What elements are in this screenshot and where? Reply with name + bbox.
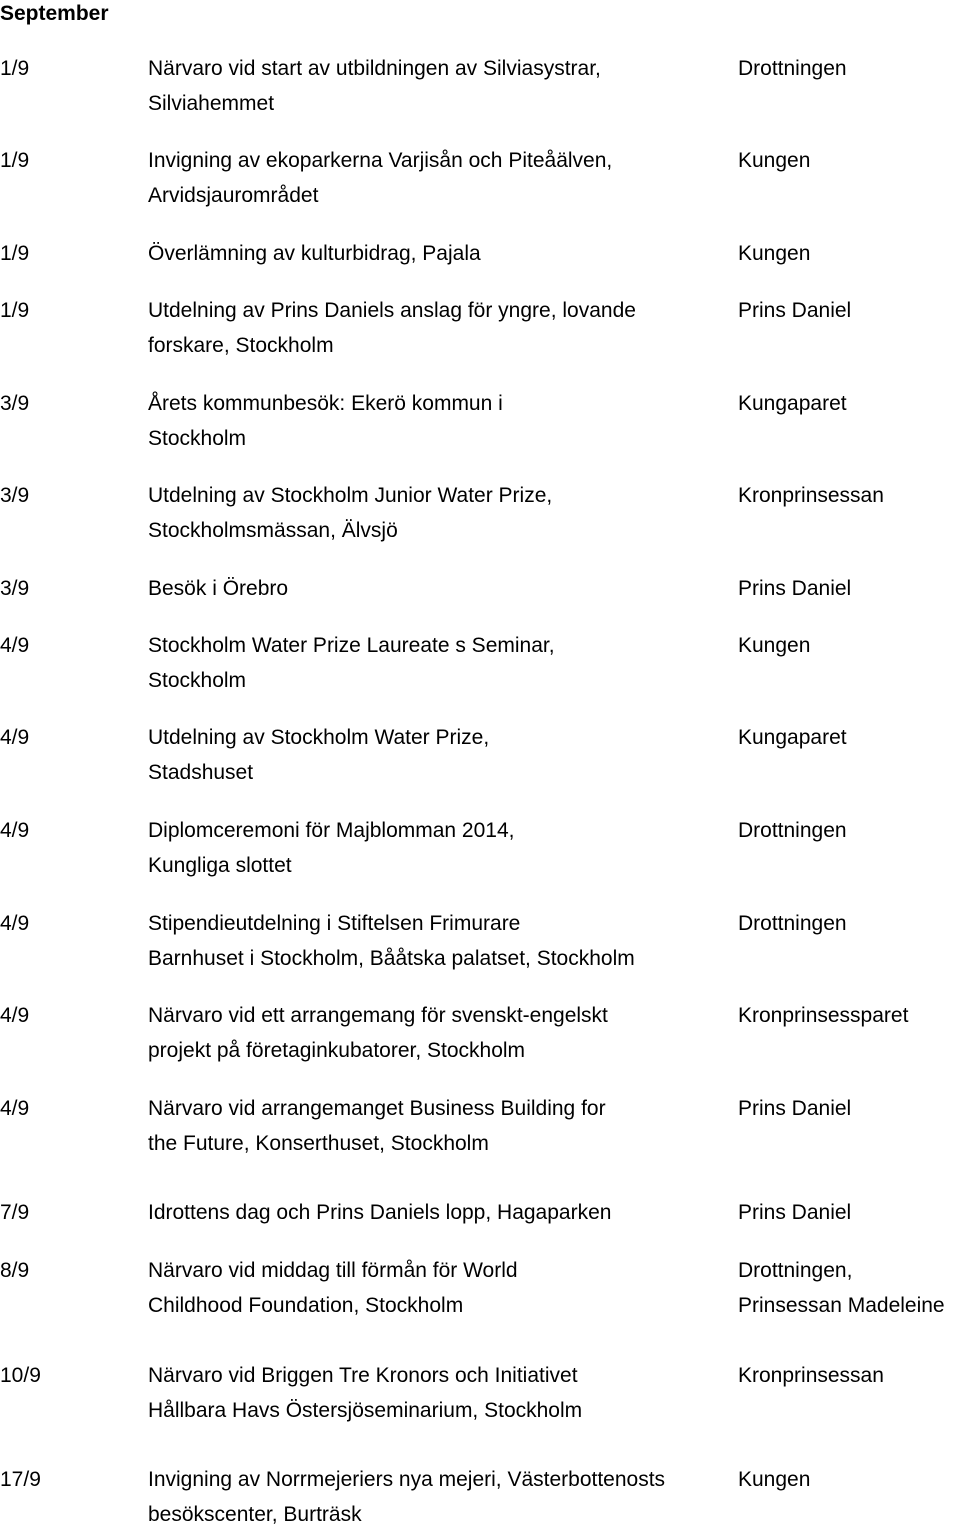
event-attendee-line: Prins Daniel [738, 577, 852, 600]
event-attendee-line: Prins Daniel [738, 299, 852, 322]
event-description-line: Utdelning av Stockholm Water Prize, [148, 726, 490, 749]
event-description-line: Närvaro vid start av utbildningen av Silviasystrar, [148, 57, 601, 80]
event-attendee [738, 1462, 960, 1497]
event-attendee-line: Kungen [738, 149, 811, 172]
event-description [148, 1195, 733, 1230]
event-date: 4/9 [0, 726, 30, 749]
event-description-line: Utdelning av Stockholm Junior Water Prize, [148, 484, 553, 507]
event-description [148, 1091, 733, 1161]
event-attendee-line: Kronprinsessan [738, 484, 884, 507]
event-attendee-line: Prinsessan Madeleine [738, 1294, 945, 1317]
event-description [148, 386, 733, 456]
event-attendee [738, 813, 960, 848]
event-attendee-line: Kungen [738, 242, 811, 265]
event-description-line: the Future, Konserthuset, Stockholm [148, 1132, 489, 1155]
event-description-line: Besök i Örebro [148, 577, 289, 600]
event-description-line: Invigning av Norrmejeriers nya mejeri, Västerbottenosts [148, 1468, 666, 1491]
event-attendee-line: Prins Daniel [738, 1201, 852, 1224]
event-attendee-line: Kungaparet [738, 392, 847, 415]
event-attendee-line: Drottningen [738, 57, 847, 80]
event-date: 10/9 [0, 1364, 41, 1387]
event-attendee [738, 628, 960, 663]
event-description-line: Invigning av ekoparkerna Varjisån och Piteåälven, [148, 149, 613, 172]
event-description-line: Stadshuset [148, 761, 254, 784]
event-attendee [738, 1195, 960, 1230]
event-date: 4/9 [0, 819, 30, 842]
event-description-line: Silviahemmet [148, 92, 275, 115]
event-date: 3/9 [0, 484, 30, 507]
event-description-line: Närvaro vid ett arrangemang för svenskt-engelskt [148, 1004, 608, 1027]
event-description [148, 1462, 733, 1532]
event-date: 1/9 [0, 149, 30, 172]
event-description-line: Överlämning av kulturbidrag, Pajala [148, 242, 481, 265]
event-description-line: Närvaro vid arrangemanget Business Building for [148, 1097, 606, 1120]
event-description-line: Stockholm Water Prize Laureate s Seminar, [148, 634, 555, 657]
event-description-line: besökscenter, Burträsk [148, 1503, 362, 1526]
event-attendee-line: Kungen [738, 634, 811, 657]
event-attendee [738, 478, 960, 513]
event-description [148, 998, 733, 1068]
event-description-line: Arvidsjaurområdet [148, 184, 319, 207]
event-description-line: projekt på företaginkubatorer, Stockholm [148, 1039, 526, 1062]
event-date: 1/9 [0, 57, 30, 80]
event-attendee [738, 143, 960, 178]
event-description-line: Stockholmsmässan, Älvsjö [148, 519, 398, 542]
event-description-line: Stockholm [148, 427, 247, 450]
event-description [148, 906, 733, 976]
event-description [148, 1253, 733, 1323]
event-attendee [738, 51, 960, 86]
event-attendee [738, 1253, 960, 1323]
event-attendee-line: Drottningen [738, 819, 847, 842]
event-description [148, 293, 733, 363]
event-description [148, 143, 733, 213]
event-description-line: Årets kommunbesök: Ekerö kommun i [148, 392, 503, 415]
event-description-line: Hållbara Havs Östersjöseminarium, Stockholm [148, 1399, 583, 1422]
event-attendee [738, 236, 960, 271]
event-attendee-line: Kronprinsessan [738, 1364, 884, 1387]
event-description-line: Diplomceremoni för Majblomman 2014, [148, 819, 515, 842]
event-date: 4/9 [0, 634, 30, 657]
event-date: 1/9 [0, 242, 30, 265]
event-attendee-line: Kungaparet [738, 726, 847, 749]
event-description-line: Idrottens dag och Prins Daniels lopp, Hagaparken [148, 1201, 612, 1224]
event-date: 4/9 [0, 912, 30, 935]
event-description-line: Närvaro vid middag till förmån för World [148, 1259, 518, 1282]
event-description [148, 51, 733, 121]
event-description-line: Närvaro vid Briggen Tre Kronors och Initiativet [148, 1364, 578, 1387]
event-date: 1/9 [0, 299, 30, 322]
event-description-line: Childhood Foundation, Stockholm [148, 1294, 464, 1317]
event-date: 4/9 [0, 1004, 30, 1027]
event-attendee [738, 1358, 960, 1393]
event-description-line: Barnhuset i Stockholm, Bååtska palatset, Stockholm [148, 947, 635, 970]
event-attendee [738, 1091, 960, 1126]
event-attendee [738, 720, 960, 755]
event-attendee-line: Kungen [738, 1468, 811, 1491]
event-description-line: Kungliga slottet [148, 854, 292, 877]
event-date: 8/9 [0, 1259, 30, 1282]
event-attendee-line: Kronprinsessparet [738, 1004, 909, 1027]
event-description [148, 628, 733, 698]
event-date: 17/9 [0, 1468, 41, 1491]
event-attendee [738, 906, 960, 941]
event-attendee [738, 571, 960, 606]
event-date: 4/9 [0, 1097, 30, 1120]
event-description-line: Stipendieutdelning i Stiftelsen Frimurare [148, 912, 521, 935]
event-description [148, 813, 733, 883]
event-description [148, 478, 733, 548]
event-attendee-line: Prins Daniel [738, 1097, 852, 1120]
event-date: 3/9 [0, 392, 30, 415]
month-heading: September [0, 2, 109, 25]
event-attendee [738, 998, 960, 1033]
event-description-line: Utdelning av Prins Daniels anslag för yngre, lovande [148, 299, 636, 322]
event-description [148, 720, 733, 790]
event-date: 7/9 [0, 1201, 30, 1224]
event-attendee [738, 293, 960, 328]
event-description-line: Stockholm [148, 669, 247, 692]
event-description [148, 571, 733, 606]
event-date: 3/9 [0, 577, 30, 600]
event-description [148, 1358, 733, 1428]
event-description-line: forskare, Stockholm [148, 334, 334, 357]
event-description [148, 236, 733, 271]
event-attendee [738, 386, 960, 421]
event-attendee-line: Drottningen, [738, 1259, 853, 1282]
event-attendee-line: Drottningen [738, 912, 847, 935]
